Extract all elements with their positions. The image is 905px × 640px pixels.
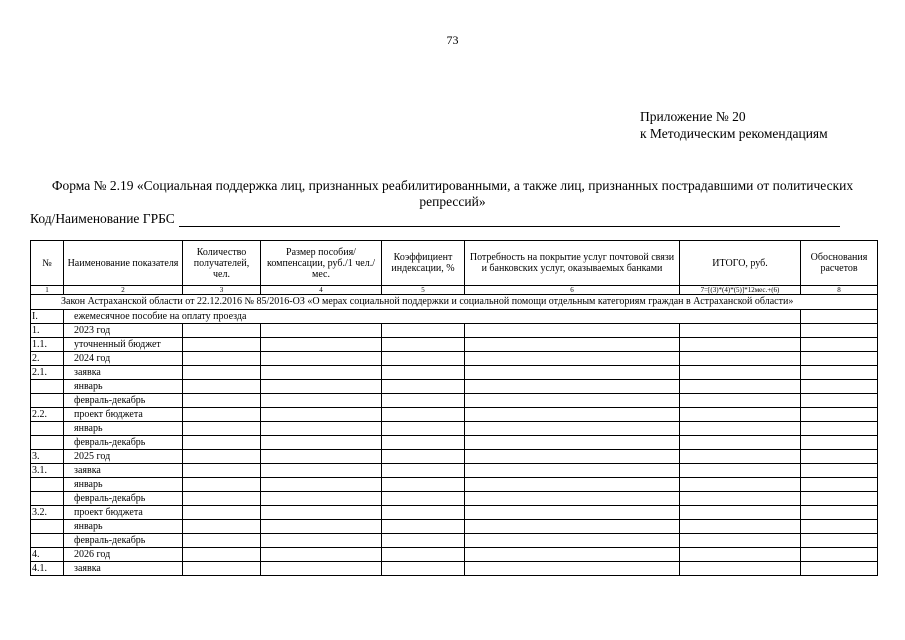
table-cell[interactable] xyxy=(680,436,801,450)
col-header-recipients: Количество получателей, чел. xyxy=(183,241,261,286)
table-cell[interactable] xyxy=(261,562,382,576)
table-cell[interactable] xyxy=(680,324,801,338)
table-cell[interactable] xyxy=(382,422,465,436)
table-cell[interactable] xyxy=(183,520,261,534)
row-number: 3.1. xyxy=(31,464,64,478)
table-row xyxy=(31,548,878,562)
row-label: заявка xyxy=(64,366,183,380)
table-cell[interactable] xyxy=(680,492,801,506)
col-number: 8 xyxy=(801,286,878,295)
table-cell[interactable] xyxy=(801,492,878,506)
table-row xyxy=(31,352,878,366)
row-label: февраль-декабрь xyxy=(64,534,183,548)
row-label: январь xyxy=(64,380,183,394)
table-row xyxy=(31,422,878,436)
table-cell[interactable] xyxy=(465,534,680,548)
row-label: заявка xyxy=(64,562,183,576)
row-number xyxy=(31,520,64,534)
row-number: I. xyxy=(31,310,64,324)
table-cell[interactable] xyxy=(680,394,801,408)
table-cell[interactable] xyxy=(382,562,465,576)
row-label: проект бюджета xyxy=(64,506,183,520)
table-cell[interactable] xyxy=(801,338,878,352)
table-row xyxy=(31,324,878,338)
table-cell[interactable] xyxy=(382,478,465,492)
row-label: февраль-декабрь xyxy=(64,436,183,450)
row-label: 2024 год xyxy=(64,352,183,366)
table-cell[interactable] xyxy=(183,408,261,422)
grbs-field xyxy=(30,211,840,227)
table-cell[interactable] xyxy=(183,324,261,338)
table-cell[interactable] xyxy=(261,436,382,450)
table-cell[interactable] xyxy=(680,506,801,520)
table-cell[interactable] xyxy=(183,366,261,380)
table-cell[interactable] xyxy=(183,562,261,576)
table-row xyxy=(31,366,878,380)
row-label: январь xyxy=(64,422,183,436)
table-cell[interactable] xyxy=(680,520,801,534)
row-number xyxy=(31,492,64,506)
table-cell[interactable] xyxy=(261,366,382,380)
col-header-amount: Размер пособия/компенсации, руб./1 чел./мес. xyxy=(261,241,382,286)
table-cell[interactable] xyxy=(680,562,801,576)
table-cell[interactable] xyxy=(465,450,680,464)
table-cell[interactable] xyxy=(680,352,801,366)
col-header-number: № xyxy=(31,241,64,286)
table-cell[interactable] xyxy=(183,534,261,548)
table-cell[interactable] xyxy=(382,324,465,338)
table-cell[interactable] xyxy=(183,506,261,520)
table-cell[interactable] xyxy=(801,562,878,576)
table-cell[interactable] xyxy=(680,534,801,548)
table-cell[interactable] xyxy=(801,352,878,366)
row-number xyxy=(31,534,64,548)
table-cell[interactable] xyxy=(465,394,680,408)
row-number xyxy=(31,478,64,492)
table-cell[interactable] xyxy=(801,520,878,534)
row-number: 3. xyxy=(31,450,64,464)
table-cell[interactable] xyxy=(183,380,261,394)
row-number: 3.2. xyxy=(31,506,64,520)
page-number: 73 xyxy=(446,33,459,47)
table-cell[interactable] xyxy=(183,450,261,464)
table-cell[interactable] xyxy=(261,450,382,464)
row-number xyxy=(31,380,64,394)
col-number: 4 xyxy=(261,286,382,295)
col-header-index: Коэффициент индексации, % xyxy=(382,241,465,286)
table-cell[interactable] xyxy=(465,408,680,422)
law-text: Закон Астраханской области от 22.12.2016 № 85/2016-ОЗ «О мерах социальной поддержки и социальной помощи отдельным категориям граждан в Астраханской области» xyxy=(31,295,878,310)
table-cell[interactable] xyxy=(680,422,801,436)
table-row xyxy=(31,492,878,506)
table-cell[interactable] xyxy=(680,408,801,422)
table-cell[interactable] xyxy=(261,422,382,436)
grbs-label: Код/Наименование ГРБС xyxy=(30,211,175,226)
table-cell[interactable] xyxy=(465,422,680,436)
table-cell[interactable] xyxy=(465,520,680,534)
row-number: 2.2. xyxy=(31,408,64,422)
row-label: заявка xyxy=(64,464,183,478)
table-cell[interactable] xyxy=(801,310,878,324)
table-cell[interactable] xyxy=(183,436,261,450)
table-cell[interactable] xyxy=(680,450,801,464)
column-number-row xyxy=(31,286,878,295)
table-cell[interactable] xyxy=(680,380,801,394)
header-row xyxy=(31,241,878,286)
appendix-note xyxy=(640,108,828,142)
table-row xyxy=(31,464,878,478)
appendix-line-1: Приложение № 20 xyxy=(640,109,746,124)
table-cell[interactable] xyxy=(680,338,801,352)
table-cell[interactable] xyxy=(680,548,801,562)
form-title: Форма № 2.19 «Социальная поддержка лиц, признанных реабилитированными, а также лиц, признанных пострадавшими от политических репрессий» xyxy=(51,178,854,209)
col-number: 5 xyxy=(382,286,465,295)
table-cell[interactable] xyxy=(465,366,680,380)
table-row xyxy=(31,450,878,464)
table-cell[interactable] xyxy=(261,478,382,492)
row-number xyxy=(31,436,64,450)
table-cell[interactable] xyxy=(801,464,878,478)
table-cell[interactable] xyxy=(261,506,382,520)
row-number: 4. xyxy=(31,548,64,562)
table-row xyxy=(31,380,878,394)
table-row xyxy=(31,338,878,352)
table-cell[interactable] xyxy=(382,352,465,366)
row-label: февраль-декабрь xyxy=(64,394,183,408)
table-cell[interactable] xyxy=(261,352,382,366)
table-cell[interactable] xyxy=(801,548,878,562)
table-cell[interactable] xyxy=(261,324,382,338)
appendix-line-2: к Методическим рекомендациям xyxy=(640,126,828,141)
table-cell[interactable] xyxy=(382,380,465,394)
table-cell[interactable] xyxy=(465,464,680,478)
table-cell[interactable] xyxy=(261,520,382,534)
table-cell[interactable] xyxy=(465,380,680,394)
table-cell[interactable] xyxy=(465,338,680,352)
table-cell[interactable] xyxy=(801,534,878,548)
table-cell[interactable] xyxy=(382,506,465,520)
table-cell[interactable] xyxy=(382,492,465,506)
row-number: 1. xyxy=(31,324,64,338)
table-cell[interactable] xyxy=(465,492,680,506)
table-cell[interactable] xyxy=(382,366,465,380)
row-number: 2.1. xyxy=(31,366,64,380)
table-cell[interactable] xyxy=(382,338,465,352)
table-cell[interactable] xyxy=(382,464,465,478)
row-label: проект бюджета xyxy=(64,408,183,422)
row-label: январь xyxy=(64,520,183,534)
table-cell[interactable] xyxy=(680,464,801,478)
table-cell[interactable] xyxy=(465,562,680,576)
table-row xyxy=(31,520,878,534)
row-number xyxy=(31,422,64,436)
row-label: январь xyxy=(64,478,183,492)
law-row xyxy=(31,295,878,310)
table-cell[interactable] xyxy=(801,324,878,338)
table-cell[interactable] xyxy=(261,492,382,506)
table-cell[interactable] xyxy=(261,394,382,408)
col-number: 1 xyxy=(31,286,64,295)
col-number: 6 xyxy=(465,286,680,295)
row-number: 1.1. xyxy=(31,338,64,352)
table-cell[interactable] xyxy=(801,450,878,464)
table-cell[interactable] xyxy=(801,422,878,436)
table-cell[interactable] xyxy=(382,548,465,562)
col-header-indicator: Наименование показателя xyxy=(64,241,183,286)
col-number: 7=[(3)*(4)*(5)]*12мес.+(6) xyxy=(680,286,801,295)
row-label: уточненный бюджет xyxy=(64,338,183,352)
table-row xyxy=(31,534,878,548)
table-cell[interactable] xyxy=(801,394,878,408)
table-cell[interactable] xyxy=(183,464,261,478)
table-cell[interactable] xyxy=(801,380,878,394)
table-cell[interactable] xyxy=(465,506,680,520)
col-header-services: Потребность на покрытие услуг почтовой связи и банковских услуг, оказываемых банками xyxy=(465,241,680,286)
table-cell[interactable] xyxy=(801,366,878,380)
table-row xyxy=(31,436,878,450)
table-row xyxy=(31,506,878,520)
table-cell[interactable] xyxy=(382,534,465,548)
table-cell[interactable] xyxy=(183,492,261,506)
table-cell[interactable] xyxy=(382,408,465,422)
table-cell[interactable] xyxy=(261,408,382,422)
table-cell[interactable] xyxy=(261,534,382,548)
table-row xyxy=(31,562,878,576)
col-header-justification: Обоснования расчетов xyxy=(801,241,878,286)
row-label: ежемесячное пособие на оплату проезда xyxy=(64,310,801,324)
grbs-input-line[interactable] xyxy=(179,211,840,227)
row-label: февраль-декабрь xyxy=(64,492,183,506)
table-cell[interactable] xyxy=(382,394,465,408)
table-cell[interactable] xyxy=(382,436,465,450)
table-cell[interactable] xyxy=(680,366,801,380)
table-row xyxy=(31,394,878,408)
table-cell[interactable] xyxy=(183,394,261,408)
data-table xyxy=(30,240,878,576)
table-cell[interactable] xyxy=(680,478,801,492)
row-number: 4.1. xyxy=(31,562,64,576)
table-cell[interactable] xyxy=(465,436,680,450)
table-cell[interactable] xyxy=(801,506,878,520)
table-cell[interactable] xyxy=(382,520,465,534)
table-row xyxy=(31,408,878,422)
table-cell[interactable] xyxy=(465,352,680,366)
table-cell[interactable] xyxy=(261,338,382,352)
row-number: 2. xyxy=(31,352,64,366)
row-number xyxy=(31,394,64,408)
table-cell[interactable] xyxy=(801,436,878,450)
table-cell[interactable] xyxy=(801,408,878,422)
row-label: 2025 год xyxy=(64,450,183,464)
table-cell[interactable] xyxy=(183,422,261,436)
col-number: 2 xyxy=(64,286,183,295)
table-cell[interactable] xyxy=(261,380,382,394)
table-cell[interactable] xyxy=(382,450,465,464)
table-cell[interactable] xyxy=(465,548,680,562)
row-label: 2023 год xyxy=(64,324,183,338)
row-label: 2026 год xyxy=(64,548,183,562)
col-number: 3 xyxy=(183,286,261,295)
table-cell[interactable] xyxy=(183,338,261,352)
table-cell[interactable] xyxy=(261,464,382,478)
table-row xyxy=(31,478,878,492)
section-row xyxy=(31,310,878,324)
table-cell[interactable] xyxy=(801,478,878,492)
table-cell[interactable] xyxy=(261,548,382,562)
table-cell[interactable] xyxy=(465,478,680,492)
table-cell[interactable] xyxy=(183,352,261,366)
col-header-total: ИТОГО, руб. xyxy=(680,241,801,286)
table-cell[interactable] xyxy=(183,478,261,492)
table-cell[interactable] xyxy=(465,324,680,338)
table-cell[interactable] xyxy=(183,548,261,562)
